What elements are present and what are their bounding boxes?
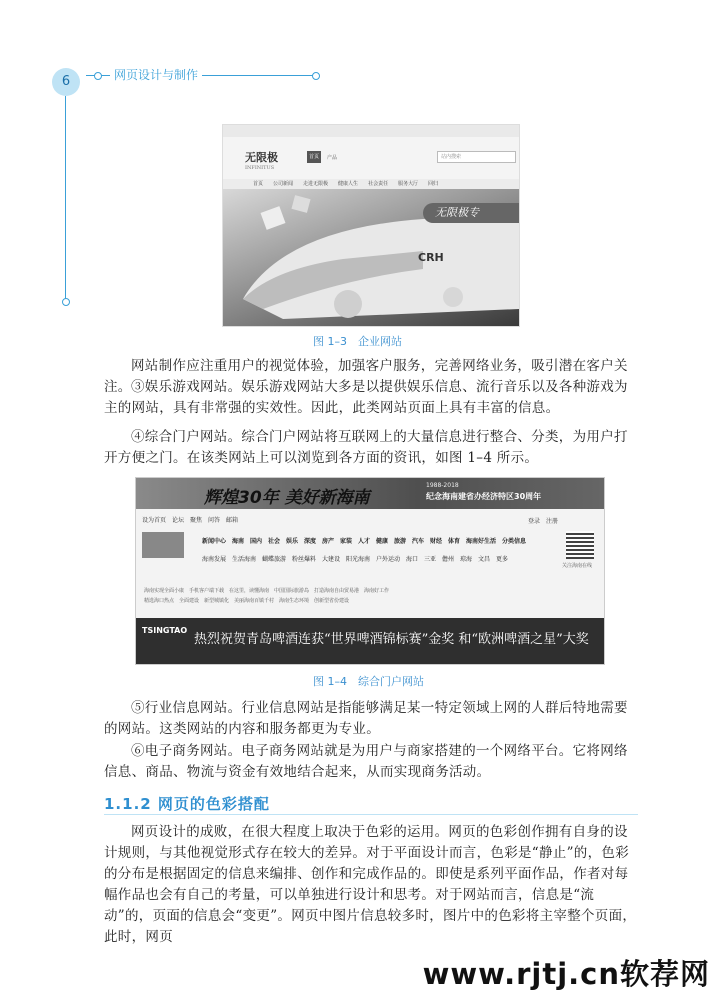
site-logo-sub: INFINITUS xyxy=(245,165,275,171)
site-topbar xyxy=(223,125,519,137)
portal-banner-years: 1988-2018 xyxy=(426,482,459,489)
portal-banner-slogan: 辉煌30年 美好新海南 xyxy=(204,488,370,508)
portal-channel-row-1: 新闻中心 海南 国内 社会 娱乐 深度 房产 家装 人才 健康 旅游 汽车 财经 体育 海南好生活 分类信息 xyxy=(202,538,527,545)
portal-qr-caption: 关注海南在线 xyxy=(562,563,593,569)
margin-rule xyxy=(65,96,66,301)
site-nav xyxy=(223,179,519,189)
portal-qr-code xyxy=(566,531,594,559)
site-logo xyxy=(245,149,278,171)
section-heading: 1.1.2 网页的色彩搭配 xyxy=(104,795,270,813)
paragraph-2: ③娱乐游戏网站。娱乐游戏网站大多是以提供娱乐信息、流行音乐以及各种游戏为主的网站，具有非常强的实效性。因此，此类网站页面上具有丰富的信息。 xyxy=(104,379,628,416)
figure-1-3-caption: 图 1–3 企业网站 xyxy=(313,335,402,348)
watermark: www.rjtj.cn软荐网 xyxy=(422,957,710,991)
portal-ad-brand: TSINGTAO xyxy=(142,626,188,635)
site-brand-row xyxy=(223,145,519,175)
paragraph-6: 网页设计的成败，在很大程度上取决于色彩的运用。网页的色彩创作拥有自身的设计规则，与其他视觉形式存在较大的差异。对于平面设计而言，色彩是“静止”的，色彩的分布是根据固定的信息来编排、创作和完成作品的。即使是系列平面作品，作者对每幅作品也会有自己的考量，可以单独进行设计和思考。对于网站而言，信息是“流动”的，页面的信息会“变更”。网页中图片信息较多时，图片中的色彩将主宰整个页面，此时，网页 xyxy=(104,824,637,945)
site-tab-home: 首页 xyxy=(307,151,321,163)
site-nav-item: 首页 xyxy=(253,181,264,187)
site-nav-item: 回归 xyxy=(428,181,439,187)
figure-portal-site xyxy=(135,477,605,665)
portal-top-nav: 设为首页 论坛 聚焦 问答 邮箱 xyxy=(142,517,239,524)
paragraph-5: ⑥电子商务网站。电子商务网站就是为用户与商家搭建的一个网络平台。它将网络信息、商品、物流与资金有效地结合起来，从而实现商务活动。 xyxy=(104,743,628,780)
train-crh-label: CRH xyxy=(418,251,444,264)
section-underline xyxy=(104,814,638,815)
portal-ad-text: 热烈祝贺青岛啤酒连获“世界啤酒锦标赛”金奖 和“欧洲啤酒之星”大奖 xyxy=(194,632,589,647)
paragraph-1: 网站制作应注重用户的视觉体验，加强客户服务，完善网络业务，吸引潜在客户关注。 xyxy=(104,358,628,395)
site-nav-item: 服务大厅 xyxy=(398,181,419,187)
portal-link-grid-2: 精选海口热点 全面建设 新型城镇化 美丽海南百镇千村 海南生态环境 创新型省份建设 xyxy=(144,598,350,604)
page-number: 6 xyxy=(52,68,80,96)
paragraph-4: ⑤行业信息网站。行业信息网站是指能够满足某一特定领域上网的人群后特地需要的网站。这类网站的内容和服务都更为专业。 xyxy=(104,700,628,737)
figure-1-4-caption: 图 1–4 综合门户网站 xyxy=(313,675,424,688)
site-nav-item: 公司新闻 xyxy=(273,181,294,187)
portal-channel-row-2: 海南发展 生活海南 蝴蝶旅游 粉丝爆料 大建设 阳光海南 户外运动 海口 三亚 儋州 琼海 文昌 更多 xyxy=(202,556,509,563)
site-nav-item: 社会责任 xyxy=(368,181,389,187)
portal-login: 登录 注册 xyxy=(528,518,559,525)
site-nav-item: 走进无限极 xyxy=(303,181,329,187)
site-hero-banner: 无限极专 xyxy=(423,203,520,223)
site-logo-text: 无限极 xyxy=(245,151,278,164)
margin-dot xyxy=(62,298,70,306)
portal-banner-sub: 纪念海南建省办经济特区30周年 xyxy=(426,492,542,501)
paragraph-3: ④综合门户网站。综合门户网站将互联网上的大量信息进行整合、分类，为用户打开方便之门。在该类网站上可以浏览到各方面的资讯，如图 1–4 所示。 xyxy=(104,429,628,466)
portal-banner xyxy=(136,478,604,509)
header-dot-left xyxy=(94,72,102,80)
book-title: 网页设计与制作 xyxy=(110,66,202,83)
portal-logo xyxy=(142,532,184,558)
site-hero-train xyxy=(223,189,519,326)
portal-link-grid-1: 海南实现全面小康 手机客户端下载 在这里，读懂海南 中国国际旅游岛 打造海南自由贸易港 海南好工作 xyxy=(144,588,390,594)
figure-enterprise-site xyxy=(222,124,520,327)
site-search-box: 站内搜索 xyxy=(437,151,516,163)
site-tab-products: 产品 xyxy=(327,155,338,161)
site-nav-item: 健康人生 xyxy=(338,181,359,187)
header-dot-right xyxy=(312,72,320,80)
portal-ad-banner xyxy=(136,618,604,664)
